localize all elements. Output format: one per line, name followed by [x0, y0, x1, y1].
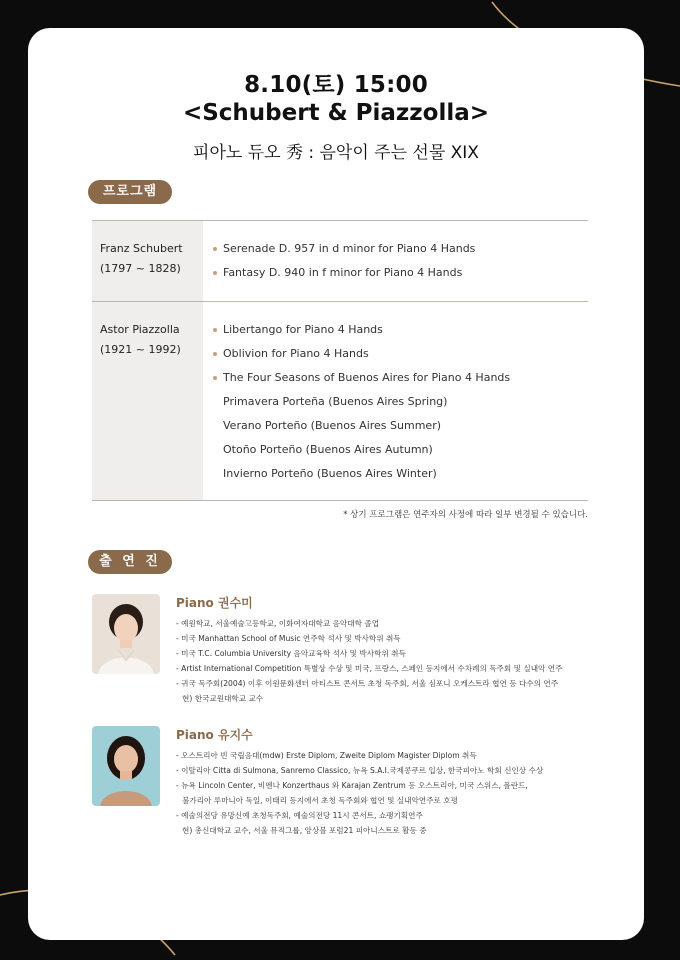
program-row-piazzolla [92, 302, 588, 501]
bio-line: - 예원학교, 서울예술고등학교, 이화여자대학교 음악대학 졸업 [176, 619, 380, 628]
performer-photo [92, 594, 160, 674]
bio-line: 현) 한국교원대학교 교수 [182, 694, 264, 703]
bio-line: 현) 총신대학교 교수, 서울 뮤직그룹, 앙상블 포럼21 피아니스트로 활동 중 [182, 826, 427, 835]
performer-name: Piano 권수미 [176, 596, 253, 610]
performer-name: Piano 유지수 [176, 728, 253, 742]
performer-bio [176, 616, 596, 706]
work-item: Oblivion for Piano 4 Hands [213, 342, 588, 366]
performer-photo [92, 726, 160, 806]
program-note: * 상기 프로그램은 연주자의 사정에 따라 일부 변경될 수 있습니다. [343, 510, 588, 520]
composer-cell [92, 221, 203, 301]
bio-line: - 미국 Manhattan School of Music 연주학 석사 및 박사학위 취득 [176, 634, 401, 643]
bio-line: - 이탈리아 Citta di Sulmona, Sanremo Classico, 뉴욕 S.A.I.국제콩쿠르 입상, 한국피아노 학회 신인상 수상 [176, 766, 544, 775]
work-item: Libertango for Piano 4 Hands [213, 318, 588, 342]
bio-line: - 오스트리아 빈 국립음대(mdw) Erste Diplom, Zweite Diplom Magister Diplom 취득 [176, 751, 477, 760]
work-item: The Four Seasons of Buenos Aires for Piano 4 Hands [213, 366, 588, 390]
composer-name: Astor Piazzolla [100, 323, 180, 336]
bio-line: - 귀국 독주회(2004) 이후 이원문화센터 아티스트 콘서트 초청 독주회, 서울 심포니 오케스트라 협연 등 다수의 연주 [176, 679, 559, 688]
concert-series: 피아노 듀오 秀 : 음악이 주는 선물 XIX [193, 143, 479, 163]
program-table [92, 220, 588, 501]
program-label: 프로그램 [88, 180, 172, 204]
bio-line: 불가리아 루마니아 독일, 이태리 등지에서 초청 독주회와 협연 및 실내악연주로 호평 [182, 796, 458, 805]
performers-label: 출 연 진 [88, 550, 172, 574]
concert-datetime: 8.10(토) 15:00 [244, 72, 428, 98]
bio-line: - 뉴욕 Lincoln Center, 비엔나 Konzerthaus 와 Karajan Zentrum 등 오스트리아, 미국 스위스, 폴란드, [176, 781, 528, 790]
composer-years: (1797 ~ 1828) [100, 262, 181, 275]
movement-item: Invierno Porteño (Buenos Aires Winter) [223, 467, 437, 480]
performer-bio [176, 748, 596, 838]
works-cell [203, 221, 588, 301]
composer-years: (1921 ~ 1992) [100, 343, 181, 356]
movement-item: Otoño Porteño (Buenos Aires Autumn) [223, 443, 433, 456]
movement-item: Verano Porteño (Buenos Aires Summer) [223, 419, 442, 432]
bio-line: - Artist International Competition 특별상 수상 및 미국, 프랑스, 스페인 등지에서 수차례의 독주회 및 실내악 연주 [176, 664, 563, 673]
concert-title: <Schubert & Piazzolla> [182, 100, 490, 126]
bio-line: - 미국 T.C. Columbia University 음악교육학 석사 및 박사학위 취득 [176, 649, 406, 658]
works-cell [203, 302, 588, 500]
poster-card [28, 28, 644, 940]
work-item: Serenade D. 957 in d minor for Piano 4 Hands [213, 237, 588, 261]
composer-cell [92, 302, 203, 500]
program-row-schubert [92, 221, 588, 302]
work-item: Fantasy D. 940 in f minor for Piano 4 Hands [213, 261, 588, 285]
bio-line: - 예술의전당 유망신예 초청독주회, 예술의전당 11시 콘서트, 쇼팽기획연주 [176, 811, 423, 820]
movement-item: Primavera Porteña (Buenos Aires Spring) [223, 395, 448, 408]
composer-name: Franz Schubert [100, 242, 183, 255]
